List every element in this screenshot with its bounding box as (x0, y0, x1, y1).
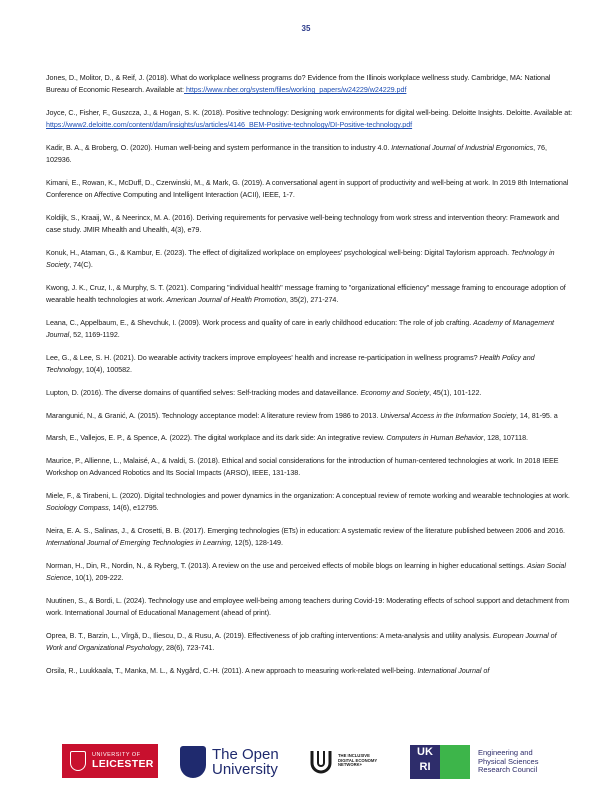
reference-text: Miele, F., & Tirabeni, L. (2020). Digital technologies and power dynamics in the organization: A conceptual review of remote working and wearable technologies at work. (46, 490, 570, 500)
reference-list (46, 72, 574, 687)
reference-text: Norman, H., Din, R., Nordin, N., & Ryberg, T. (2013). A review on the use and perceived effects of mobile blogs on learning in higher educational settings. (46, 560, 527, 570)
reference-entry (46, 352, 574, 377)
inclusive-digital-economy-logo[interactable] (308, 744, 400, 778)
reference-journal-title: Universal Access in the Information Society (380, 410, 517, 420)
reference-text: , 52, 1169-1192. (69, 330, 120, 340)
reference-entry (46, 177, 574, 202)
reference-entry (46, 247, 574, 272)
reference-text: , 10(4), 100582. (82, 365, 132, 375)
reference-entry (46, 455, 574, 480)
ide-line1: THE INCLUSIVE (338, 753, 370, 759)
reference-entry (46, 560, 574, 585)
reference-text: , 128, 107118. (483, 433, 528, 443)
ide-line2: DIGITAL ECONOMY (338, 757, 378, 763)
reference-text: , 35(2), 271-274. (286, 295, 339, 305)
reference-text: Leana, C., Appelbaum, E., & Shevchuk, I. (2009). Work process and quality of care in early childhood education: The role of job crafting. (46, 318, 474, 327)
epsrc-line1: Engineering and (478, 748, 533, 758)
leicester-logo-line1: UNIVERSITY OF (92, 752, 141, 758)
reference-journal-title: American Journal of Health Promotion (166, 295, 287, 305)
reference-journal-title: Sociology Compass (46, 503, 109, 513)
reference-text: Nuutinen, S., & Bordi, L. (2024). Technology use and employee well-being among teachers during Covid-19: Moderating effects of school support and detachment from work. International Journal of Educational Management (ahead of print). (46, 595, 570, 618)
open-university-shield-icon (180, 746, 206, 778)
reference-text: , 28(6), 723-741. (162, 643, 215, 653)
reference-text: Joyce, C., Fisher, F., Guszcza, J., & Hogan, S. K. (2018). Positive technology: Designing work environments for digital well-being. Deloitte Insights. Deloitte. Available at: (46, 108, 573, 117)
page-number: 35 (301, 24, 311, 33)
leicester-crest-icon (70, 751, 86, 771)
reference-text: Neira, E. A. S., Salinas, J., & Crosetti, B. B. (2017). Emerging technologies (ETs) in education: A systematic review of the literature published between 2006 and 2016. (46, 525, 565, 535)
ukri-mark-icon (410, 745, 470, 779)
reference-journal-title: European Journal of Work and Organizational Psychology (46, 630, 557, 653)
ide-network-icon (308, 747, 334, 775)
reference-text: Konuk, H., Ataman, G., & Kambur, E. (2023). The effect of digitalized workplace on employees' psychological well-being: Digital Taylorism approach. (46, 248, 511, 257)
reference-text: , 14, 81-95. a (516, 410, 558, 420)
reference-text: Jones, D., Molitor, D., & Reif, J. (2018). What do workplace wellness programs do? Evidence from the Illinois workplace wellness study. Cambridge, MA: National Bureau of Economic Research. Available at: (46, 73, 551, 95)
reference-text: Oprea, B. T., Barzin, L., Vîrgă, D., Iliescu, D., & Rusu, A. (2019). Effectiveness of job crafting interventions: A meta-analysis and utility analysis. (46, 630, 493, 640)
reference-url-link[interactable]: https://www2.deloitte.com/content/dam/insights/us/articles/4146_BEM-Positive-technology/DI-Positive-technology.pdf (46, 120, 413, 130)
footer-logos (0, 738, 612, 792)
reference-text: , 12(5), 128-149. (230, 538, 283, 548)
reference-journal-title: Asian Social Science (46, 560, 566, 583)
epsrc-line2: Physical Sciences (478, 756, 539, 766)
reference-text: Kwong, J. K., Cruz, I., & Murphy, S. T. (2021). Comparing "individual health" message framing to "organizational efficiency" message framing to encourage adoption of wearable health technologies at work. (46, 283, 566, 305)
university-of-leicester-logo[interactable] (62, 744, 158, 778)
reference-text: , 45(1), 101-122. (429, 388, 482, 397)
reference-entry (46, 387, 574, 399)
reference-entry (46, 212, 574, 237)
reference-journal-title: International Journal of Emerging Technologies in Learning (46, 538, 231, 548)
reference-journal-title: Computers in Human Behavior (386, 433, 484, 443)
reference-journal-title: International Journal of (417, 665, 490, 675)
reference-text: , 14(6), e12795. (108, 503, 159, 513)
reference-url-link[interactable]: https://www.nber.org/system/files/working_papers/w24229/w24229.pdf (184, 85, 407, 95)
reference-entry (46, 490, 574, 515)
epsrc-line3: Research Council (478, 765, 538, 775)
reference-entry (46, 282, 574, 307)
reference-text: Kadir, B. A., & Broberg, O. (2020). Human well-being and system performance in the transition to industry 4.0. (46, 143, 392, 152)
reference-entry (46, 142, 574, 167)
reference-text: Lee, G., & Lee, S. H. (2021). Do wearable activity trackers improve employees' health and increase re-participation in wellness programs? (46, 353, 480, 362)
reference-entry (46, 525, 574, 550)
reference-text: , 76, 102936. (46, 143, 547, 165)
ukri-epsrc-logo[interactable] (410, 742, 580, 782)
reference-text: Lupton, D. (2016). The diverse domains of quantified selves: Self-tracking modes and dataveillance. (46, 388, 361, 397)
open-university-line2: University (212, 761, 278, 778)
reference-journal-title: Academy of Management Journal (46, 318, 554, 340)
ide-line3: NETWORK+ (338, 762, 363, 768)
reference-entry (46, 665, 574, 677)
open-university-logo[interactable] (180, 742, 290, 782)
open-university-line1: The Open (212, 746, 279, 763)
reference-entry (46, 595, 574, 620)
ukri-letters: UK RI (410, 745, 440, 779)
reference-text: , 10(1), 209-222. (71, 573, 124, 583)
reference-text: Orsila, R., Luukkaala, T., Manka, M. L., & Nygård, C.-H. (2011). A new approach to measuring work-related well-being. (46, 665, 418, 675)
reference-entry (46, 317, 574, 342)
reference-entry (46, 107, 574, 132)
reference-journal-title: Economy and Society (360, 388, 430, 397)
leicester-logo-line2: LEICESTER (92, 757, 154, 770)
reference-journal-title: Technology in Society (46, 248, 555, 270)
reference-journal-title: International Journal of Industrial Ergonomics (391, 143, 534, 152)
reference-text: Koldijk, S., Kraaij, W., & Neerincx, M. A. (2016). Deriving requirements for pervasive well-being technology from work stress and intervention theory: Framework and case study. JMIR Mhealth and Uhealth, 4(3), e79. (46, 213, 560, 235)
reference-entry (46, 410, 574, 422)
reference-text: Marsh, E., Vallejos, E. P., & Spence, A. (2022). The digital workplace and its dark side: An integrative review. (46, 433, 387, 443)
reference-text: Maurice, P., Allienne, L., Malaisé, A., & Ivaldi, S. (2018). Ethical and social considerations for the introduction of human-centered technologies at work. In 2018 IEEE Workshop on Advanced Robotics and Its Social Impacts (ARSO), IEEE, 131-138. (46, 455, 559, 478)
reference-entry (46, 630, 574, 655)
reference-journal-title: Health Policy and Technology (46, 353, 535, 375)
reference-text: , 74(C). (69, 260, 93, 270)
reference-entry (46, 72, 574, 97)
reference-text: Marangunić, N., & Granić, A. (2015). Technology acceptance model: A literature review from 1986 to 2013. (46, 410, 381, 420)
reference-entry (46, 432, 574, 444)
reference-text: Kimani, E., Rowan, K., McDuff, D., Czerwinski, M., & Mark, G. (2019). A conversational agent in support of productivity and well-being at work. In 2019 8th International Conference on Affective Computing and Intelligent Interaction (ACII), IEEE, 1-7. (46, 178, 569, 200)
